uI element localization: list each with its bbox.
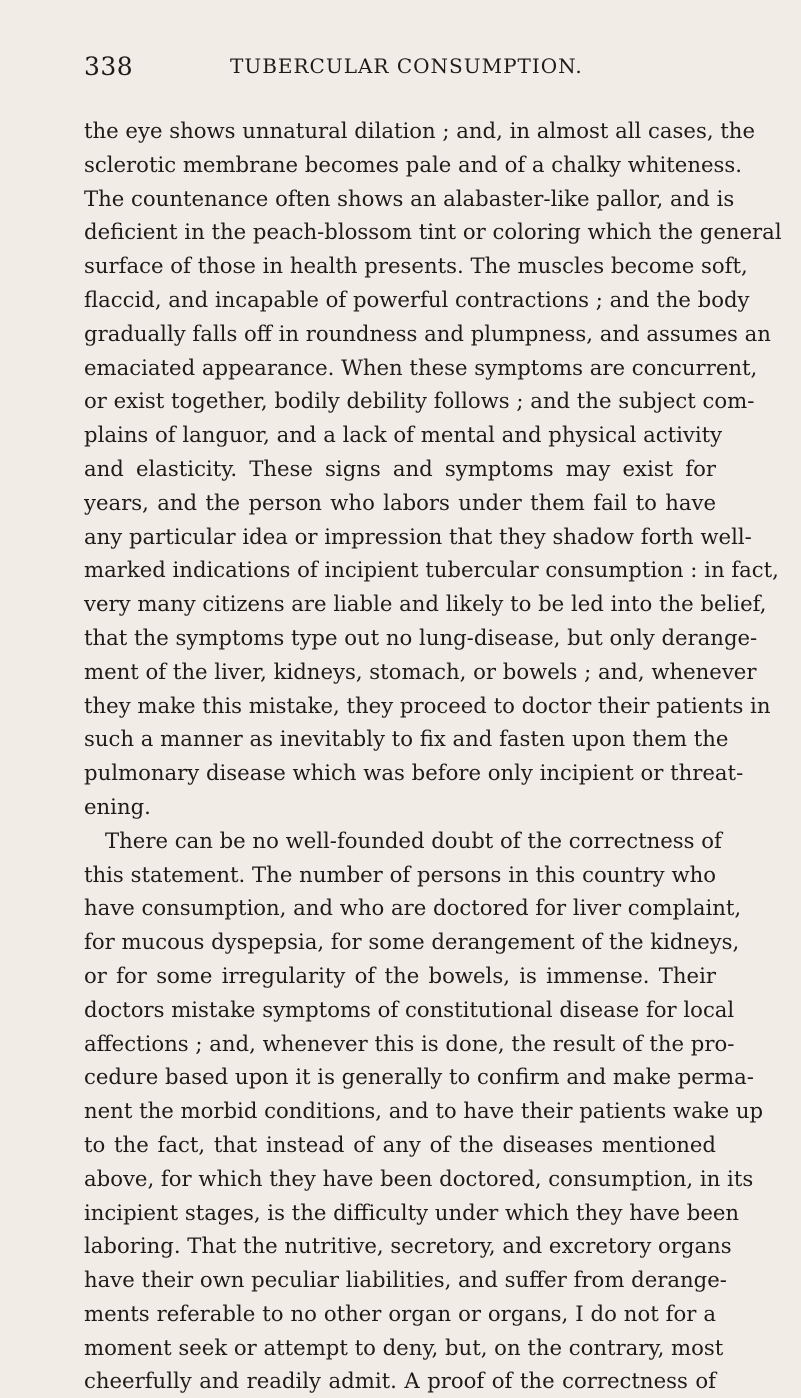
- text-line: flaccid, and incapable of powerful contractions ; and the body: [84, 286, 750, 312]
- text-line: years, and the person who labors under them fail to have: [84, 489, 716, 515]
- text-line: ments referable to no other organ or organs, I do not for a: [84, 1300, 716, 1326]
- text-line: to the fact, that instead of any of the diseases mentioned: [84, 1131, 716, 1157]
- text-line: that the symptoms type out no lung-disease, but only derange-: [84, 624, 758, 650]
- text-line: ment of the liver, kidneys, stomach, or bowels ; and, whenever: [84, 658, 757, 684]
- text-line: have their own peculiar liabilities, and suffer from derange-: [84, 1267, 727, 1293]
- text-line: pulmonary disease which was before only incipient or threat-: [84, 760, 744, 786]
- text-line: doctors mistake symptoms of constitutional disease for local: [84, 996, 735, 1022]
- page-header: [84, 52, 716, 84]
- text-line: moment seek or attempt to deny, but, on the contrary, most: [84, 1334, 724, 1360]
- text-line: and elasticity. These signs and symptoms may exist for: [84, 455, 716, 481]
- text-line: surface of those in health presents. The muscles become soft,: [84, 253, 748, 279]
- running-title: TUBERCULAR CONSUMPTION.: [230, 54, 583, 78]
- text-line: The countenance often shows an alabaster-like pallor, and is: [84, 185, 735, 211]
- text-line: affections ; and, whenever this is done, the result of the pro-: [84, 1030, 735, 1056]
- text-line: or exist together, bodily debility follows ; and the subject com-: [84, 388, 755, 414]
- text-line: they make this mistake, they proceed to doctor their patients in: [84, 692, 771, 718]
- text-line: plains of languor, and a lack of mental and physical activity: [84, 422, 723, 448]
- paragraph-end-line: ening.: [84, 793, 151, 819]
- text-line: such a manner as inevitably to fix and fasten upon them the: [84, 726, 729, 752]
- text-line: nent the morbid conditions, and to have their patients wake up: [84, 1098, 764, 1124]
- paragraph-first-line: There can be no well-founded doubt of the correctness of: [105, 827, 722, 853]
- text-line: sclerotic membrane becomes pale and of a chalky whiteness.: [84, 151, 743, 177]
- text-line: the eye shows unnatural dilation ; and, in almost all cases, the: [84, 118, 755, 143]
- text-line: cheerfully and readily admit. A proof of the correctness of: [84, 1368, 716, 1394]
- text-line: incipient stages, is the difficulty under which they have been: [84, 1199, 740, 1225]
- text-line: deficient in the peach-blossom tint or coloring which the general: [84, 219, 782, 245]
- text-line: or for some irregularity of the bowels, is immense. Their: [84, 962, 716, 988]
- page-number: 338: [84, 52, 134, 81]
- text-line: cedure based upon it is generally to confirm and make perma-: [84, 1064, 754, 1090]
- text-line: this statement. The number of persons in this country who: [84, 861, 716, 887]
- text-line: have consumption, and who are doctored for liver complaint,: [84, 895, 742, 921]
- text-line: above, for which they have been doctored, consumption, in its: [84, 1165, 754, 1191]
- text-line: gradually falls off in roundness and plumpness, and assumes an: [84, 320, 771, 346]
- text-line: very many citizens are liable and likely to be led into the belief,: [84, 591, 767, 617]
- text-line: emaciated appearance. When these symptoms are concurrent,: [84, 354, 758, 380]
- text-line: any particular idea or impression that they shadow forth well-: [84, 523, 752, 549]
- text-line: laboring. That the nutritive, secretory, and excretory organs: [84, 1233, 732, 1259]
- body-text: [84, 114, 782, 1398]
- text-line: for mucous dyspepsia, for some derangement of the kidneys,: [84, 929, 740, 955]
- text-line: marked indications of incipient tubercular consumption : in fact,: [84, 557, 779, 583]
